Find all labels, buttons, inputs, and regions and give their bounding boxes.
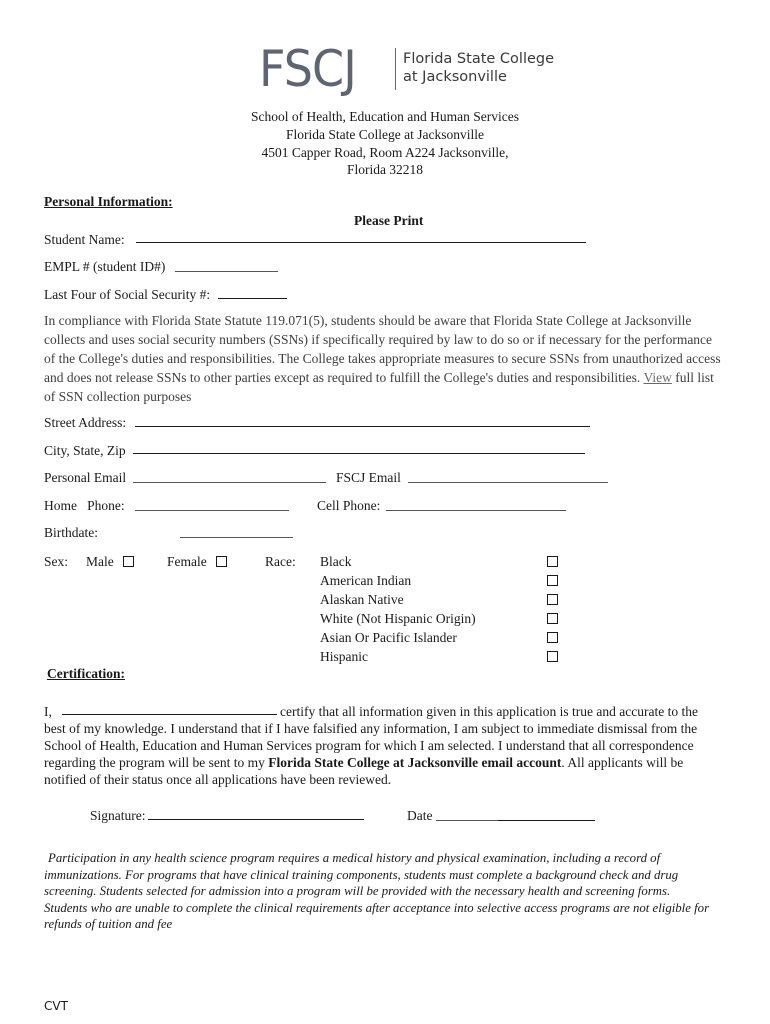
fscj-email-account-emphasis: Florida State College at Jacksonville email account	[268, 755, 562, 770]
certification-i: I,	[44, 704, 52, 719]
personal-email-label: Personal Email	[44, 470, 127, 485]
empl-label: EMPL # (student ID#)	[44, 259, 166, 274]
race-option-american-indian: American Indian	[320, 573, 412, 588]
compliance-link-suffix: full list of SSN collection purposes	[44, 370, 714, 404]
student-name-field[interactable]	[136, 242, 586, 243]
certification-line-3: School of Health, Education and Human Services program for which I am selected. I understand that all correspondence	[44, 738, 694, 753]
signature-field[interactable]	[148, 819, 364, 820]
race-option-asian-pacific: Asian Or Pacific Islander	[320, 630, 457, 645]
race-label: Race:	[265, 554, 296, 569]
ssn-compliance-paragraph	[44, 311, 724, 406]
certification-name-field[interactable]	[62, 714, 277, 715]
personal-information-heading: Personal Information:	[44, 194, 173, 209]
female-label: Female	[167, 554, 207, 569]
race-option-white: White (Not Hispanic Origin)	[320, 611, 476, 626]
certification-line-5: notified of their status once all applications have been reviewed.	[44, 772, 392, 787]
city-state-zip-label: City, State, Zip	[44, 443, 126, 458]
cell-phone-label: Cell Phone:	[317, 498, 381, 513]
header-college: Florida State College at Jacksonville	[286, 127, 484, 142]
ssn-last-four-label: Last Four of Social Security #:	[44, 287, 211, 302]
city-state-zip-field[interactable]	[133, 453, 585, 454]
logo-line-2: at Jacksonville	[403, 69, 507, 85]
race-checkbox-american-indian[interactable]	[547, 575, 558, 586]
view-ssn-purposes-link[interactable]: View	[643, 370, 672, 385]
certification-heading: Certification:	[47, 666, 125, 681]
student-name-label: Student Name:	[44, 232, 125, 247]
fscj-logo-mark: FSCJ	[259, 40, 356, 98]
street-address-label: Street Address:	[44, 415, 127, 430]
male-label: Male	[86, 554, 114, 569]
signature-label: Signature:	[90, 808, 146, 823]
date-field[interactable]	[498, 820, 595, 821]
race-option-black: Black	[320, 554, 352, 569]
empl-field[interactable]	[175, 271, 278, 272]
fscj-email-field[interactable]	[408, 482, 608, 483]
birthdate-label: Birthdate:	[44, 525, 98, 540]
compliance-text: In compliance with Florida State Statute 119.071(5), students should be aware that Florida State College at Jacksonville collects and uses social security numbers (SSNs) if specifically required by law to do so or if necessary for the performance of the College's duties and responsibilities. The College takes appropriate measures to secure SSNs from unauthorized access and does not release SSNs to other parties except as required to fulfill the College's duties and responsibilities.	[44, 313, 721, 385]
footer-code: CVT	[44, 999, 68, 1013]
date-label: Date	[407, 808, 433, 823]
logo-line-1: Florida State College	[403, 51, 555, 67]
date-field-thin[interactable]	[436, 820, 498, 821]
race-option-hispanic: Hispanic	[320, 649, 368, 664]
sex-label: Sex:	[44, 554, 69, 569]
certification-line-1: certify that all information given in this application is true and accurate to the	[280, 704, 698, 719]
logo-divider	[395, 48, 396, 90]
ssn-last-four-field[interactable]	[218, 298, 287, 299]
header-school: School of Health, Education and Human Services	[250, 109, 520, 124]
race-checkbox-hispanic[interactable]	[547, 651, 558, 662]
certification-line-2: best of my knowledge. I understand that if I have falsified any information, I am subject to immediate dismissal from the	[44, 721, 698, 736]
home-phone-label: Home Phone:	[44, 498, 125, 513]
female-checkbox[interactable]	[216, 556, 227, 567]
cell-phone-field[interactable]	[386, 510, 566, 511]
health-notice-paragraph-1: Participation in any health science program requires a medical history and physical examination, including a record of immunizations. For programs that have clinical training components, students must complete a background check and drug screening. Students selected for admission into a program will be provided with the necessary health and screening forms.	[44, 851, 679, 898]
birthdate-field[interactable]	[180, 537, 293, 538]
certification-line-4-end: . All applicants will be	[561, 755, 684, 770]
race-checkbox-black[interactable]	[547, 556, 558, 567]
street-address-field[interactable]	[135, 426, 590, 427]
race-option-alaskan-native: Alaskan Native	[320, 592, 404, 607]
health-requirements-notice	[44, 850, 724, 933]
certification-line-4-start: regarding the program will be sent to my	[44, 755, 269, 770]
race-checkbox-white[interactable]	[547, 613, 558, 624]
race-checkbox-asian-pacific[interactable]	[547, 632, 558, 643]
health-notice-paragraph-2: Students who are unable to complete the clinical requirements after acceptance into selective access programs are not eligible for refunds of tuition and fee	[44, 900, 710, 931]
header-address: 4501 Capper Road, Room A224 Jacksonville,	[261, 145, 509, 160]
race-checkbox-alaskan-native[interactable]	[547, 594, 558, 605]
male-checkbox[interactable]	[123, 556, 134, 567]
certification-line-4	[44, 754, 683, 772]
fscj-email-label: FSCJ Email	[336, 470, 401, 485]
please-print-label: Please Print	[354, 213, 424, 228]
personal-email-field[interactable]	[133, 482, 326, 483]
header-state-zip: Florida 32218	[346, 162, 424, 177]
home-phone-field[interactable]	[135, 510, 289, 511]
